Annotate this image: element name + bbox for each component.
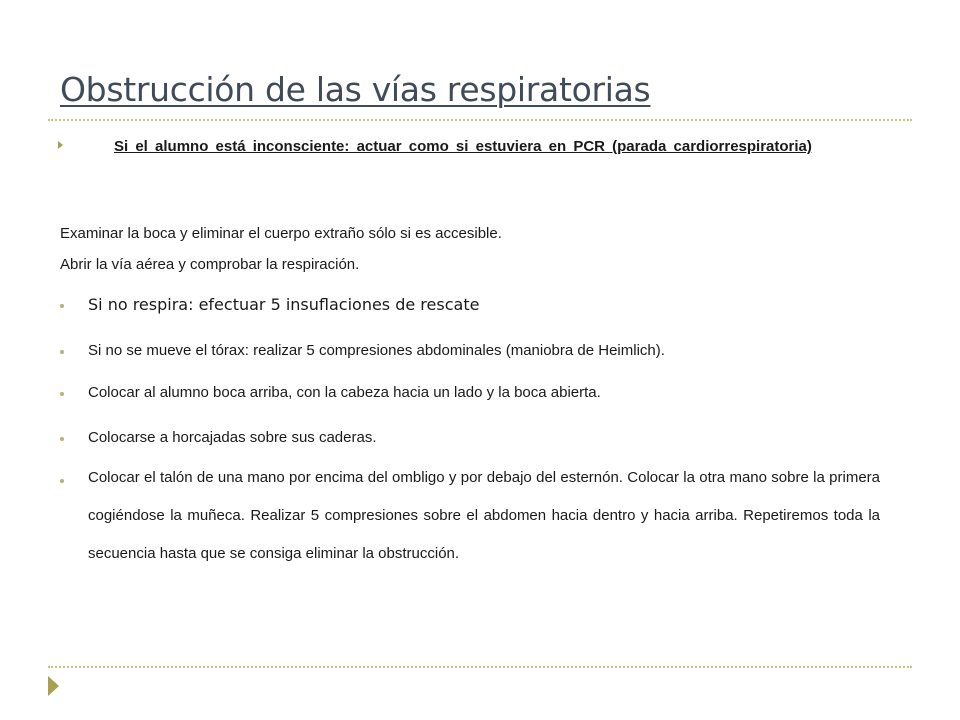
footer-divider bbox=[48, 666, 912, 668]
list-item-text: Si no respira: efectuar 5 insuflaciones de rescate bbox=[88, 295, 480, 314]
dot-icon bbox=[60, 350, 64, 354]
lead-bullet-text: Si el alumno está inconsciente: actuar como si estuviera en PCR (parada cardiorrespiratoria) bbox=[114, 138, 812, 155]
list-item-text: Colocarse a horcajadas sobre sus caderas. bbox=[88, 429, 377, 446]
paragraph-open-airway: Abrir la vía aérea y comprobar la respiración. bbox=[60, 256, 360, 273]
dot-icon bbox=[60, 479, 64, 483]
list-item bbox=[58, 383, 880, 403]
list-item bbox=[58, 428, 880, 448]
list-item-text: Colocar el talón de una mano por encima del ombligo y por debajo del esternón. Colocar la otra mano sobre la primera cogiéndose la muñeca. Realizar 5 compresiones sobre el abdomen hacia dentro y hacia arriba. Repetiremos toda la secuencia hasta que se consiga eliminar la obstrucción. bbox=[88, 469, 880, 562]
list-item-text: Colocar al alumno boca arriba, con la cabeza hacia un lado y la boca abierta. bbox=[88, 384, 601, 401]
dot-icon bbox=[60, 392, 64, 396]
dot-icon bbox=[60, 304, 64, 308]
lead-bullet bbox=[58, 136, 880, 158]
list-item bbox=[58, 294, 880, 316]
slide-title: Obstrucción de las vías respiratorias bbox=[60, 70, 651, 109]
list-item bbox=[58, 468, 880, 573]
paragraph-examine: Examinar la boca y eliminar el cuerpo extraño sólo si es accesible. bbox=[60, 225, 502, 242]
triangle-right-icon bbox=[58, 141, 63, 149]
triangle-right-icon bbox=[48, 676, 59, 696]
list-item bbox=[58, 341, 880, 361]
list-item-text: Si no se mueve el tórax: realizar 5 compresiones abdominales (maniobra de Heimlich). bbox=[88, 342, 665, 359]
title-divider bbox=[48, 119, 912, 121]
dot-icon bbox=[60, 437, 64, 441]
